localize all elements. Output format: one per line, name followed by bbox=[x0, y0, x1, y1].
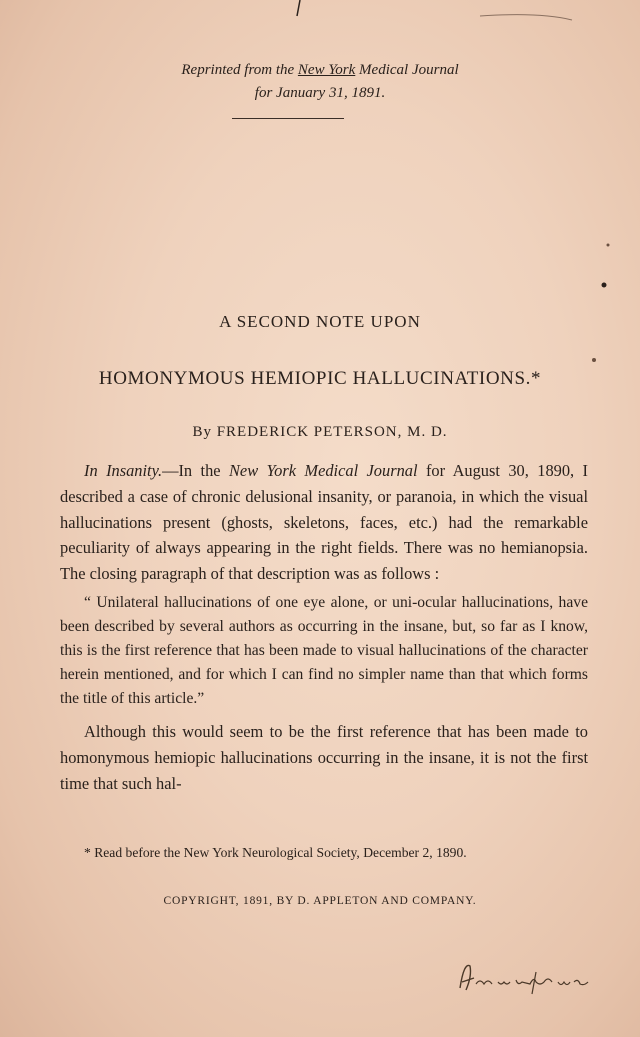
reprint-header-line-2: for January 31, 1891. bbox=[254, 85, 386, 101]
handwritten-signature bbox=[450, 958, 620, 998]
ink-dot bbox=[607, 244, 610, 247]
copyright-line: COPYRIGHT, 1891, BY D. APPLETON AND COMPANY. bbox=[163, 895, 477, 907]
article-title-line-1: A SECOND NOTE UPON bbox=[219, 312, 421, 331]
ink-dot bbox=[592, 358, 596, 362]
article-body bbox=[60, 458, 588, 796]
article-byline: By FREDERICK PETERSON, M. D. bbox=[192, 424, 448, 440]
quoted-paragraph: “ Unilateral hallucinations of one eye alone, or uni-ocular hallucinations, have been described by several authors as occurring in the insane, but, so far as I know, this is the first reference that has been made to visual hallucinations of the character herein mentioned, and for which I can find no simpler name than that which forms the title of this article.” bbox=[60, 593, 588, 707]
article-title-line-2: HOMONYMOUS HEMIOPIC HALLUCINATIONS.* bbox=[98, 368, 542, 389]
ink-dot bbox=[602, 283, 607, 288]
reprint-header-line-1: Reprinted from the New York Medical Journal bbox=[181, 62, 459, 78]
header-rule bbox=[232, 118, 344, 119]
paragraph-2: Although this would seem to be the first reference that has been made to homonymous hemiopic hallucinations occurring in the insane, it is not the first time that such hal- bbox=[60, 721, 588, 793]
paragraph-1: In Insanity.—In the New York Medical Journal for August 30, 1890, I described a case of chronic delusional insanity, or paranoia, in which the visual hallucinations present (ghosts, skeletons, faces, etc.) had the remarkable peculiarity of always appearing in the right fields. There was no hemianopsia. The closing paragraph of that description was as follows : bbox=[60, 461, 588, 584]
pencil-stroke bbox=[480, 15, 572, 20]
footnote: * Read before the New York Neurological Society, December 2, 1890. bbox=[84, 845, 467, 860]
pencil-mark bbox=[297, 0, 300, 16]
